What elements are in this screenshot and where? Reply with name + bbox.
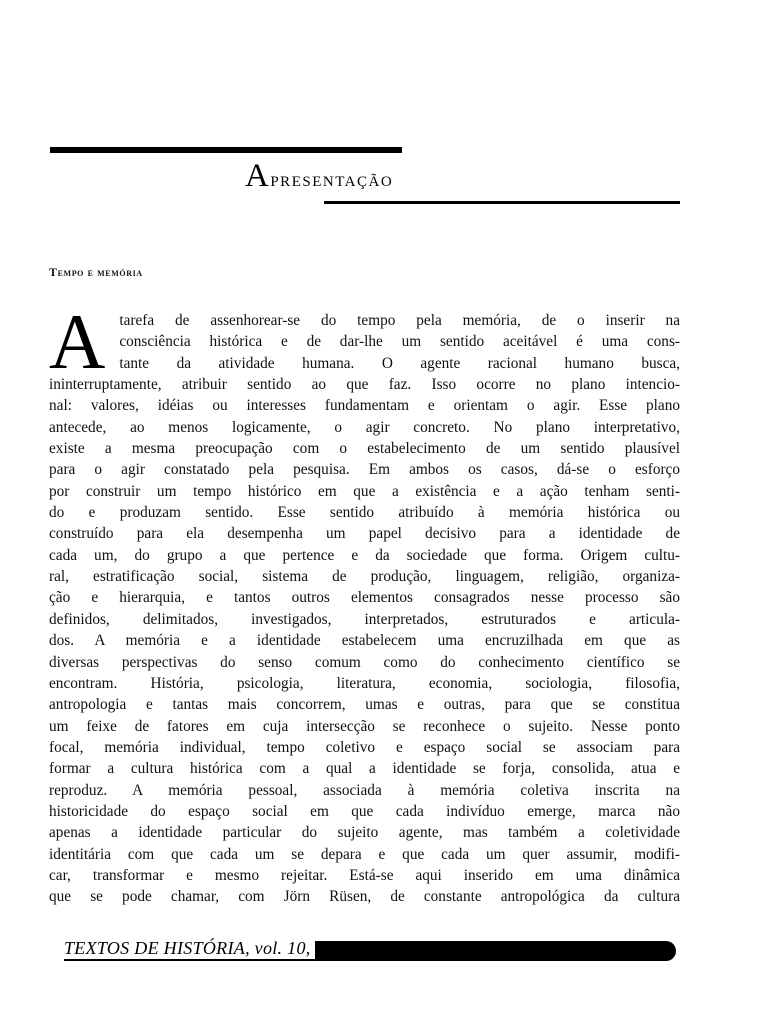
title-top-rule bbox=[50, 147, 402, 153]
text-line: car, transformar e mesmo rejeitar. Está-se aqui inserido em uma dinâmica bbox=[49, 866, 680, 884]
text-line: apenas a identidade particular do sujeito agente, mas também a coletividade bbox=[49, 824, 680, 842]
text-line: construído para ela desempenha um papel decisivo para a identidade de bbox=[49, 525, 680, 543]
text-line: um feixe de fatores em cuja intersecção se reconhece o sujeito. Nesse ponto bbox=[49, 717, 680, 735]
text-line: consciência histórica e de dar-lhe um sentido aceitável é uma cons- bbox=[119, 333, 680, 351]
text-line: reproduz. A memória pessoal, associada à memória coletiva inscrita na bbox=[49, 781, 680, 799]
text-line: identitária com que cada um se depara e que cada um quer assumir, modifi- bbox=[49, 845, 680, 863]
text-line: tarefa de assenhorear-se do tempo pela memória, de o inserir na bbox=[119, 312, 680, 329]
text-line: encontram. História, psicologia, literatura, economia, sociologia, filosofia, bbox=[49, 674, 680, 692]
section-heading: Tempo e memória bbox=[49, 265, 143, 279]
text-line: para o agir constatado pela pesquisa. Em ambos os casos, dá-se o esforço bbox=[49, 461, 680, 479]
text-line: dos. A memória e a identidade estabelecem uma encruzilhada em que as bbox=[49, 632, 680, 650]
text-line: diversas perspectivas do senso comum como do conhecimento científico se bbox=[49, 653, 680, 671]
text-line: focal, memória individual, tempo coletivo e espaço social se associam para bbox=[49, 738, 680, 756]
text-line: ção e hierarquia, e tantos outros elementos consagrados nesse processo são bbox=[49, 589, 680, 607]
title-first-letter: A bbox=[245, 158, 271, 194]
body-paragraph bbox=[49, 298, 680, 908]
text-line: por construir um tempo histórico em que a existência e a ação tenham senti- bbox=[49, 482, 680, 500]
text-line: do e produzam sentido. Esse sentido atribuído à memória histórica ou bbox=[49, 504, 680, 522]
text-line: ininterruptamente, atribuir sentido ao que faz. Isso ocorre no plano intencio- bbox=[49, 376, 680, 394]
text-line: tante da atividade humana. O agente racional humano busca, bbox=[119, 354, 680, 372]
text-line: antecede, ao menos logicamente, o agir concreto. No plano interpretativo, bbox=[49, 418, 680, 436]
text-line: existe a mesma preocupação com o estabelecimento de um sentido plausível bbox=[49, 440, 680, 458]
page-title bbox=[245, 158, 393, 195]
text-line: definidos, delimitados, investigados, interpretados, estruturados e articula- bbox=[49, 610, 680, 628]
title-rest: presentação bbox=[270, 166, 394, 191]
text-line: nal: valores, idéias ou interesses fundamentam e orientam o agir. Esse plano bbox=[49, 397, 680, 415]
text-line: ral, estratificação social, sistema de produção, linguagem, religião, organiza- bbox=[49, 568, 680, 586]
text-line: formar a cultura histórica com a qual a identidade se forja, consolida, atua e bbox=[49, 760, 680, 778]
text-line: historicidade do espaço social em que cada indivíduo emerge, marca não bbox=[49, 802, 680, 820]
title-bottom-rule bbox=[324, 201, 680, 204]
text-line: antropologia e tantas mais concorrem, umas e outras, para que se constitua bbox=[49, 696, 680, 714]
drop-cap: A bbox=[49, 298, 106, 385]
text-line: que se pode chamar, com Jörn Rüsen, de constante antropológica da cultura bbox=[49, 888, 680, 906]
footer-journal-title: TEXTOS DE HISTÓRIA, vol. 10, bbox=[64, 938, 315, 959]
text-line: cada um, do grupo a que pertence e da sociedade que forma. Origem cultu- bbox=[49, 546, 680, 564]
